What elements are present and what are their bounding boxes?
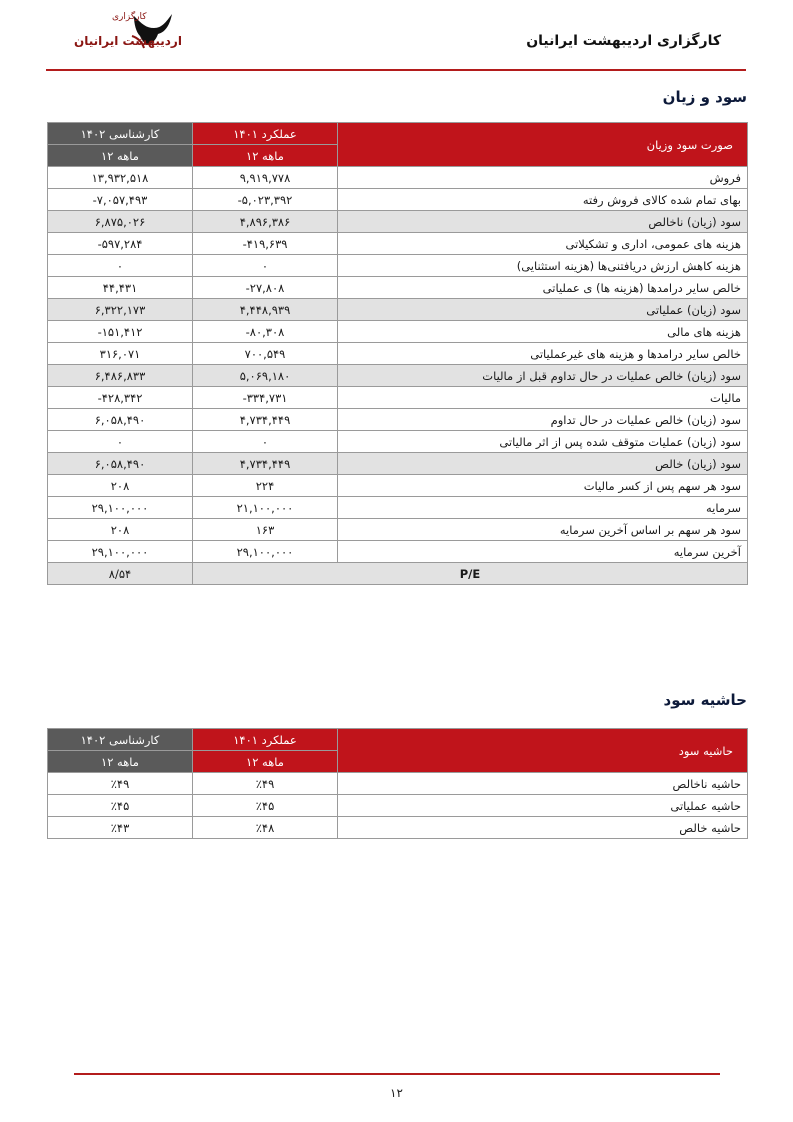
- pe-label: P/E: [193, 563, 748, 585]
- cell-label: حاشیه عملیاتی: [338, 795, 748, 817]
- cell-estimate: ۲۹,۱۰۰,۰۰۰: [48, 541, 193, 563]
- header-divider: [46, 69, 746, 71]
- cell-estimate: -۴۲۸,۳۴۲: [48, 387, 193, 409]
- actual-period: ۱۲ ماهه: [193, 145, 338, 167]
- cell-actual: -۴۱۹,۶۳۹: [193, 233, 338, 255]
- cell-estimate: ۶,۴۸۶,۸۳۳: [48, 365, 193, 387]
- table-row: [48, 409, 748, 431]
- cell-label: مالیات: [338, 387, 748, 409]
- cell-estimate: ۲۰۸: [48, 475, 193, 497]
- actual-column-header: عملکرد ۱۴۰۱: [193, 729, 338, 751]
- cell-label: سود (زیان) عملیاتی: [338, 299, 748, 321]
- cell-actual: ۵,۰۶۹,۱۸۰: [193, 365, 338, 387]
- actual-column-header: عملکرد ۱۴۰۱: [193, 123, 338, 145]
- footer-divider: [74, 1073, 720, 1075]
- cell-actual: ۹,۹۱۹,۷۷۸: [193, 167, 338, 189]
- cell-actual: ۰: [193, 255, 338, 277]
- cell-actual: ۴,۸۹۶,۳۸۶: [193, 211, 338, 233]
- table-header-row: [48, 729, 748, 751]
- estimate-period: ۱۲ ماهه: [48, 751, 193, 773]
- cell-label: هزینه های عمومی، اداری و تشکیلاتی: [338, 233, 748, 255]
- cell-label: هزینه کاهش ارزش دریافتنی‌ها (هزینه استثنایی): [338, 255, 748, 277]
- logo-subtitle: کارگزاری: [112, 12, 147, 22]
- cell-actual: ۲۱,۱۰۰,۰۰۰: [193, 497, 338, 519]
- cell-estimate: ۶,۳۲۲,۱۷۳: [48, 299, 193, 321]
- company-logo: [72, 12, 182, 62]
- margin-section-title: حاشیه سود: [663, 691, 747, 709]
- cell-label: بهای تمام شده کالای فروش رفته: [338, 189, 748, 211]
- table-row: [48, 233, 748, 255]
- cell-actual: -۸۰,۳۰۸: [193, 321, 338, 343]
- cell-estimate: ۶,۰۵۸,۴۹۰: [48, 409, 193, 431]
- table-row: [48, 475, 748, 497]
- table-row: [48, 817, 748, 839]
- table-row: [48, 365, 748, 387]
- table-row: [48, 343, 748, 365]
- cell-actual: -۲۷,۸۰۸: [193, 277, 338, 299]
- company-name: کارگزاری اردیبهشت ایرانیان: [526, 33, 721, 49]
- cell-estimate: ۲۹,۱۰۰,۰۰۰: [48, 497, 193, 519]
- table-row: [48, 299, 748, 321]
- cell-estimate: -۱۵۱,۴۱۲: [48, 321, 193, 343]
- cell-actual: ۴,۷۳۴,۴۴۹: [193, 453, 338, 475]
- pe-row: [48, 563, 748, 585]
- cell-estimate: ۶,۰۵۸,۴۹۰: [48, 453, 193, 475]
- cell-actual: ۴,۴۴۸,۹۳۹: [193, 299, 338, 321]
- table-row: [48, 431, 748, 453]
- table-row: [48, 541, 748, 563]
- cell-estimate: ۱۳,۹۳۲,۵۱۸: [48, 167, 193, 189]
- pe-value: ۸/۵۴: [48, 563, 193, 585]
- cell-actual: ۲۲۴: [193, 475, 338, 497]
- cell-actual: ۴,۷۳۴,۴۴۹: [193, 409, 338, 431]
- cell-actual: ٪۴۹: [193, 773, 338, 795]
- table-row: [48, 519, 748, 541]
- table-row: [48, 497, 748, 519]
- cell-actual: ۱۶۳: [193, 519, 338, 541]
- table-row: [48, 211, 748, 233]
- table-row: [48, 453, 748, 475]
- income-statement-table: [47, 122, 748, 585]
- table-row: [48, 277, 748, 299]
- cell-actual: -۳۳۴,۷۳۱: [193, 387, 338, 409]
- cell-label: سود (زیان) عملیات متوقف شده پس از اثر مالیاتی: [338, 431, 748, 453]
- cell-estimate: ۰: [48, 255, 193, 277]
- cell-label: سود (زیان) ناخالص: [338, 211, 748, 233]
- page-number: ۱۲: [390, 1086, 403, 1100]
- table-row: [48, 189, 748, 211]
- actual-period: ۱۲ ماهه: [193, 751, 338, 773]
- cell-estimate: ۰: [48, 431, 193, 453]
- cell-estimate: ٪۴۳: [48, 817, 193, 839]
- label-column-header: حاشیه سود: [338, 729, 748, 773]
- cell-actual: ۲۹,۱۰۰,۰۰۰: [193, 541, 338, 563]
- logo-title: اردیبهشت ایرانیان: [74, 34, 182, 48]
- cell-actual: -۵,۰۲۳,۳۹۲: [193, 189, 338, 211]
- cell-estimate: ٪۴۹: [48, 773, 193, 795]
- cell-label: سود (زیان) خالص: [338, 453, 748, 475]
- table-row: [48, 773, 748, 795]
- cell-label: سود (زیان) خالص عملیات در حال تداوم قبل از مالیات: [338, 365, 748, 387]
- cell-actual: ٪۴۵: [193, 795, 338, 817]
- cell-label: خالص سایر درامدها و هزینه های غیرعملیاتی: [338, 343, 748, 365]
- cell-label: خالص سایر درامدها (هزینه ها) ی عملیاتی: [338, 277, 748, 299]
- table-row: [48, 321, 748, 343]
- table-row: [48, 167, 748, 189]
- cell-estimate: ۲۰۸: [48, 519, 193, 541]
- cell-label: فروش: [338, 167, 748, 189]
- table-row: [48, 387, 748, 409]
- cell-label: حاشیه خالص: [338, 817, 748, 839]
- cell-estimate: ۶,۸۷۵,۰۲۶: [48, 211, 193, 233]
- table-header-row: [48, 123, 748, 145]
- page-header: [0, 0, 793, 75]
- cell-actual: ۷۰۰,۵۴۹: [193, 343, 338, 365]
- cell-label: سود هر سهم بر اساس آخرین سرمایه: [338, 519, 748, 541]
- label-column-header: صورت سود وزیان: [338, 123, 748, 167]
- cell-label: سرمایه: [338, 497, 748, 519]
- profit-margin-table: [47, 728, 748, 839]
- cell-label: هزینه های مالی: [338, 321, 748, 343]
- cell-label: آخرین سرمایه: [338, 541, 748, 563]
- estimate-column-header: کارشناسی ۱۴۰۲: [48, 729, 193, 751]
- cell-estimate: ٪۴۵: [48, 795, 193, 817]
- table-row: [48, 795, 748, 817]
- cell-estimate: ۳۱۶,۰۷۱: [48, 343, 193, 365]
- cell-estimate: ۴۴,۴۳۱: [48, 277, 193, 299]
- pnl-section-title: سود و زیان: [662, 88, 747, 106]
- cell-actual: ٪۴۸: [193, 817, 338, 839]
- cell-estimate: -۵۹۷,۲۸۴: [48, 233, 193, 255]
- cell-label: سود (زیان) خالص عملیات در حال تداوم: [338, 409, 748, 431]
- estimate-period: ۱۲ ماهه: [48, 145, 193, 167]
- cell-label: حاشیه ناخالص: [338, 773, 748, 795]
- cell-estimate: -۷,۰۵۷,۴۹۳: [48, 189, 193, 211]
- table-row: [48, 255, 748, 277]
- cell-label: سود هر سهم پس از کسر مالیات: [338, 475, 748, 497]
- estimate-column-header: کارشناسی ۱۴۰۲: [48, 123, 193, 145]
- cell-actual: ۰: [193, 431, 338, 453]
